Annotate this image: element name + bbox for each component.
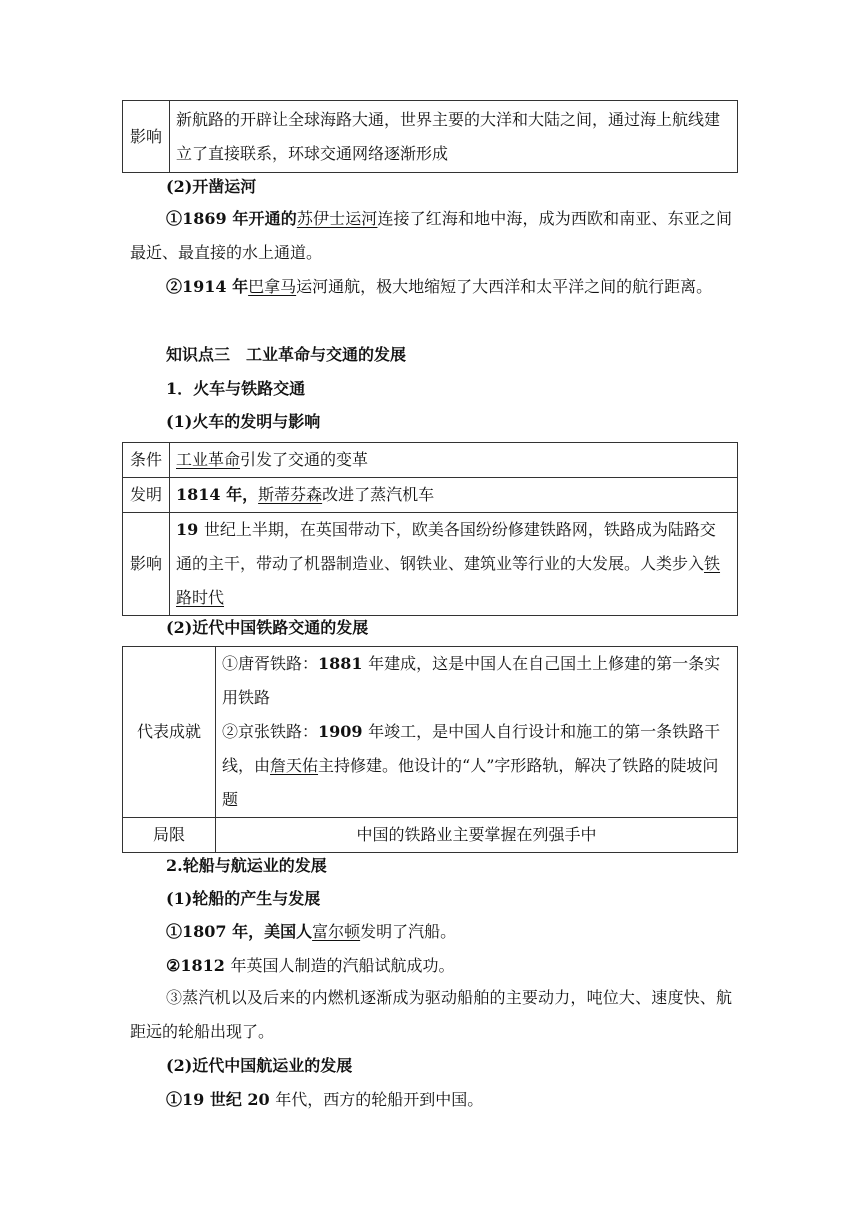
subheading-train-invention: (1)火车的发明与影响 [166,412,321,431]
paragraph-1820s [166,1089,483,1111]
row-content [170,478,738,513]
row-content [170,443,738,478]
paragraph-steam: ③蒸汽机以及后来的内燃机逐渐成为驱动船舶的主要动力，吨位大、速度快、航距远的轮船出现了。 [130,988,732,1041]
table-row [123,478,738,513]
underlined-term: 苏伊士运河 [296,209,378,228]
china-railway-table [122,646,738,853]
paragraph-1812 [166,955,454,977]
text: 连接了红海和地中海，成为西欧和南亚、东亚之间最近、最直接的水上通道。 [130,209,732,262]
table-row [123,443,738,478]
text: 19 [176,520,204,539]
row-content: 中国的铁路业主要掌握在列强手中 [216,818,738,853]
text: 世纪上半期，在英国带动下，欧美各国纷纷修建铁路网，铁路成为陆路交通的主干，带动了机器制造业、钢铁业、建筑业等行业的大发展。人类步入 [176,520,716,573]
table-row [123,647,738,818]
subheading-ship: 2.轮船与航运业的发展 [166,856,327,875]
table-row [123,818,738,853]
underlined-term: 詹天佑 [270,756,319,775]
text: ②1914 年 [166,277,249,296]
row-content [170,513,738,616]
text: 发明了汽船。 [360,922,457,941]
subheading-china-shipping: (2)近代中国航运业的发展 [166,1056,353,1075]
text: 1881 [318,654,369,673]
paragraph-panama [130,270,732,304]
text: 1814 年， [176,485,259,504]
subheading-ship-origin: (1)轮船的产生与发展 [166,889,321,908]
underlined-term: 工业革命 [176,450,241,469]
text: ①1807 年，美国人 [166,922,313,941]
route-impact-table [122,100,738,173]
text: 年英国人制造的汽船试航成功。 [230,956,455,975]
row-label: 条件 [123,443,170,478]
text: ②1812 [166,956,231,975]
underlined-term: 富尔顿 [312,922,361,941]
text: ①1869 年开通的 [166,209,297,228]
subheading-canal: (2)开凿运河 [166,177,257,196]
paragraph-suez [130,202,732,270]
underlined-term: 巴拿马 [248,277,297,296]
train-table [122,442,738,616]
underlined-term: 斯蒂芬森 [258,485,323,504]
row-label: 影响 [123,101,170,173]
text: ①19 [166,1090,210,1109]
text: 主持修建。他设计的“人”字形路轨，解决了铁路的陡坡问题 [222,756,719,809]
section-heading: 知识点三 工业革命与交通的发展 [166,345,407,364]
text: 世纪 20 [209,1090,276,1109]
text: 运河通航，极大地缩短了大西洋和太平洋之间的航行距离。 [296,277,713,296]
underlined-term: 铁路时代 [176,554,721,607]
row-label: 局限 [123,818,216,853]
row-label: 发明 [123,478,170,513]
row-label: 代表成就 [123,647,216,818]
text: 引发了交通的变革 [240,450,369,469]
text: 年竣工，是中国人自行设计和施工的第一条铁路干线，由 [222,722,721,775]
subheading-train: 1．火车与铁路交通 [166,379,306,398]
row-content: 新航路的开辟让全球海路大通，世界主要的大洋和大陆之间，通过海上航线建立了直接联系，环球交通网络逐渐形成 [170,101,738,173]
row-content [216,647,738,818]
paragraph-1807 [166,921,456,943]
text: ①唐胥铁路： [222,654,319,673]
text: 年代，西方的轮船开到中国。 [275,1090,484,1109]
row-label: 影响 [123,513,170,616]
subheading-china-rail: (2)近代中国铁路交通的发展 [166,618,369,637]
table-row [123,513,738,616]
table-row [123,101,738,173]
text: 1909 [318,722,369,741]
text: 改进了蒸汽机车 [322,485,435,504]
text: ②京张铁路： [222,722,319,741]
text: 年建成，这是中国人在自己国土上修建的第一条实用铁路 [222,654,721,707]
